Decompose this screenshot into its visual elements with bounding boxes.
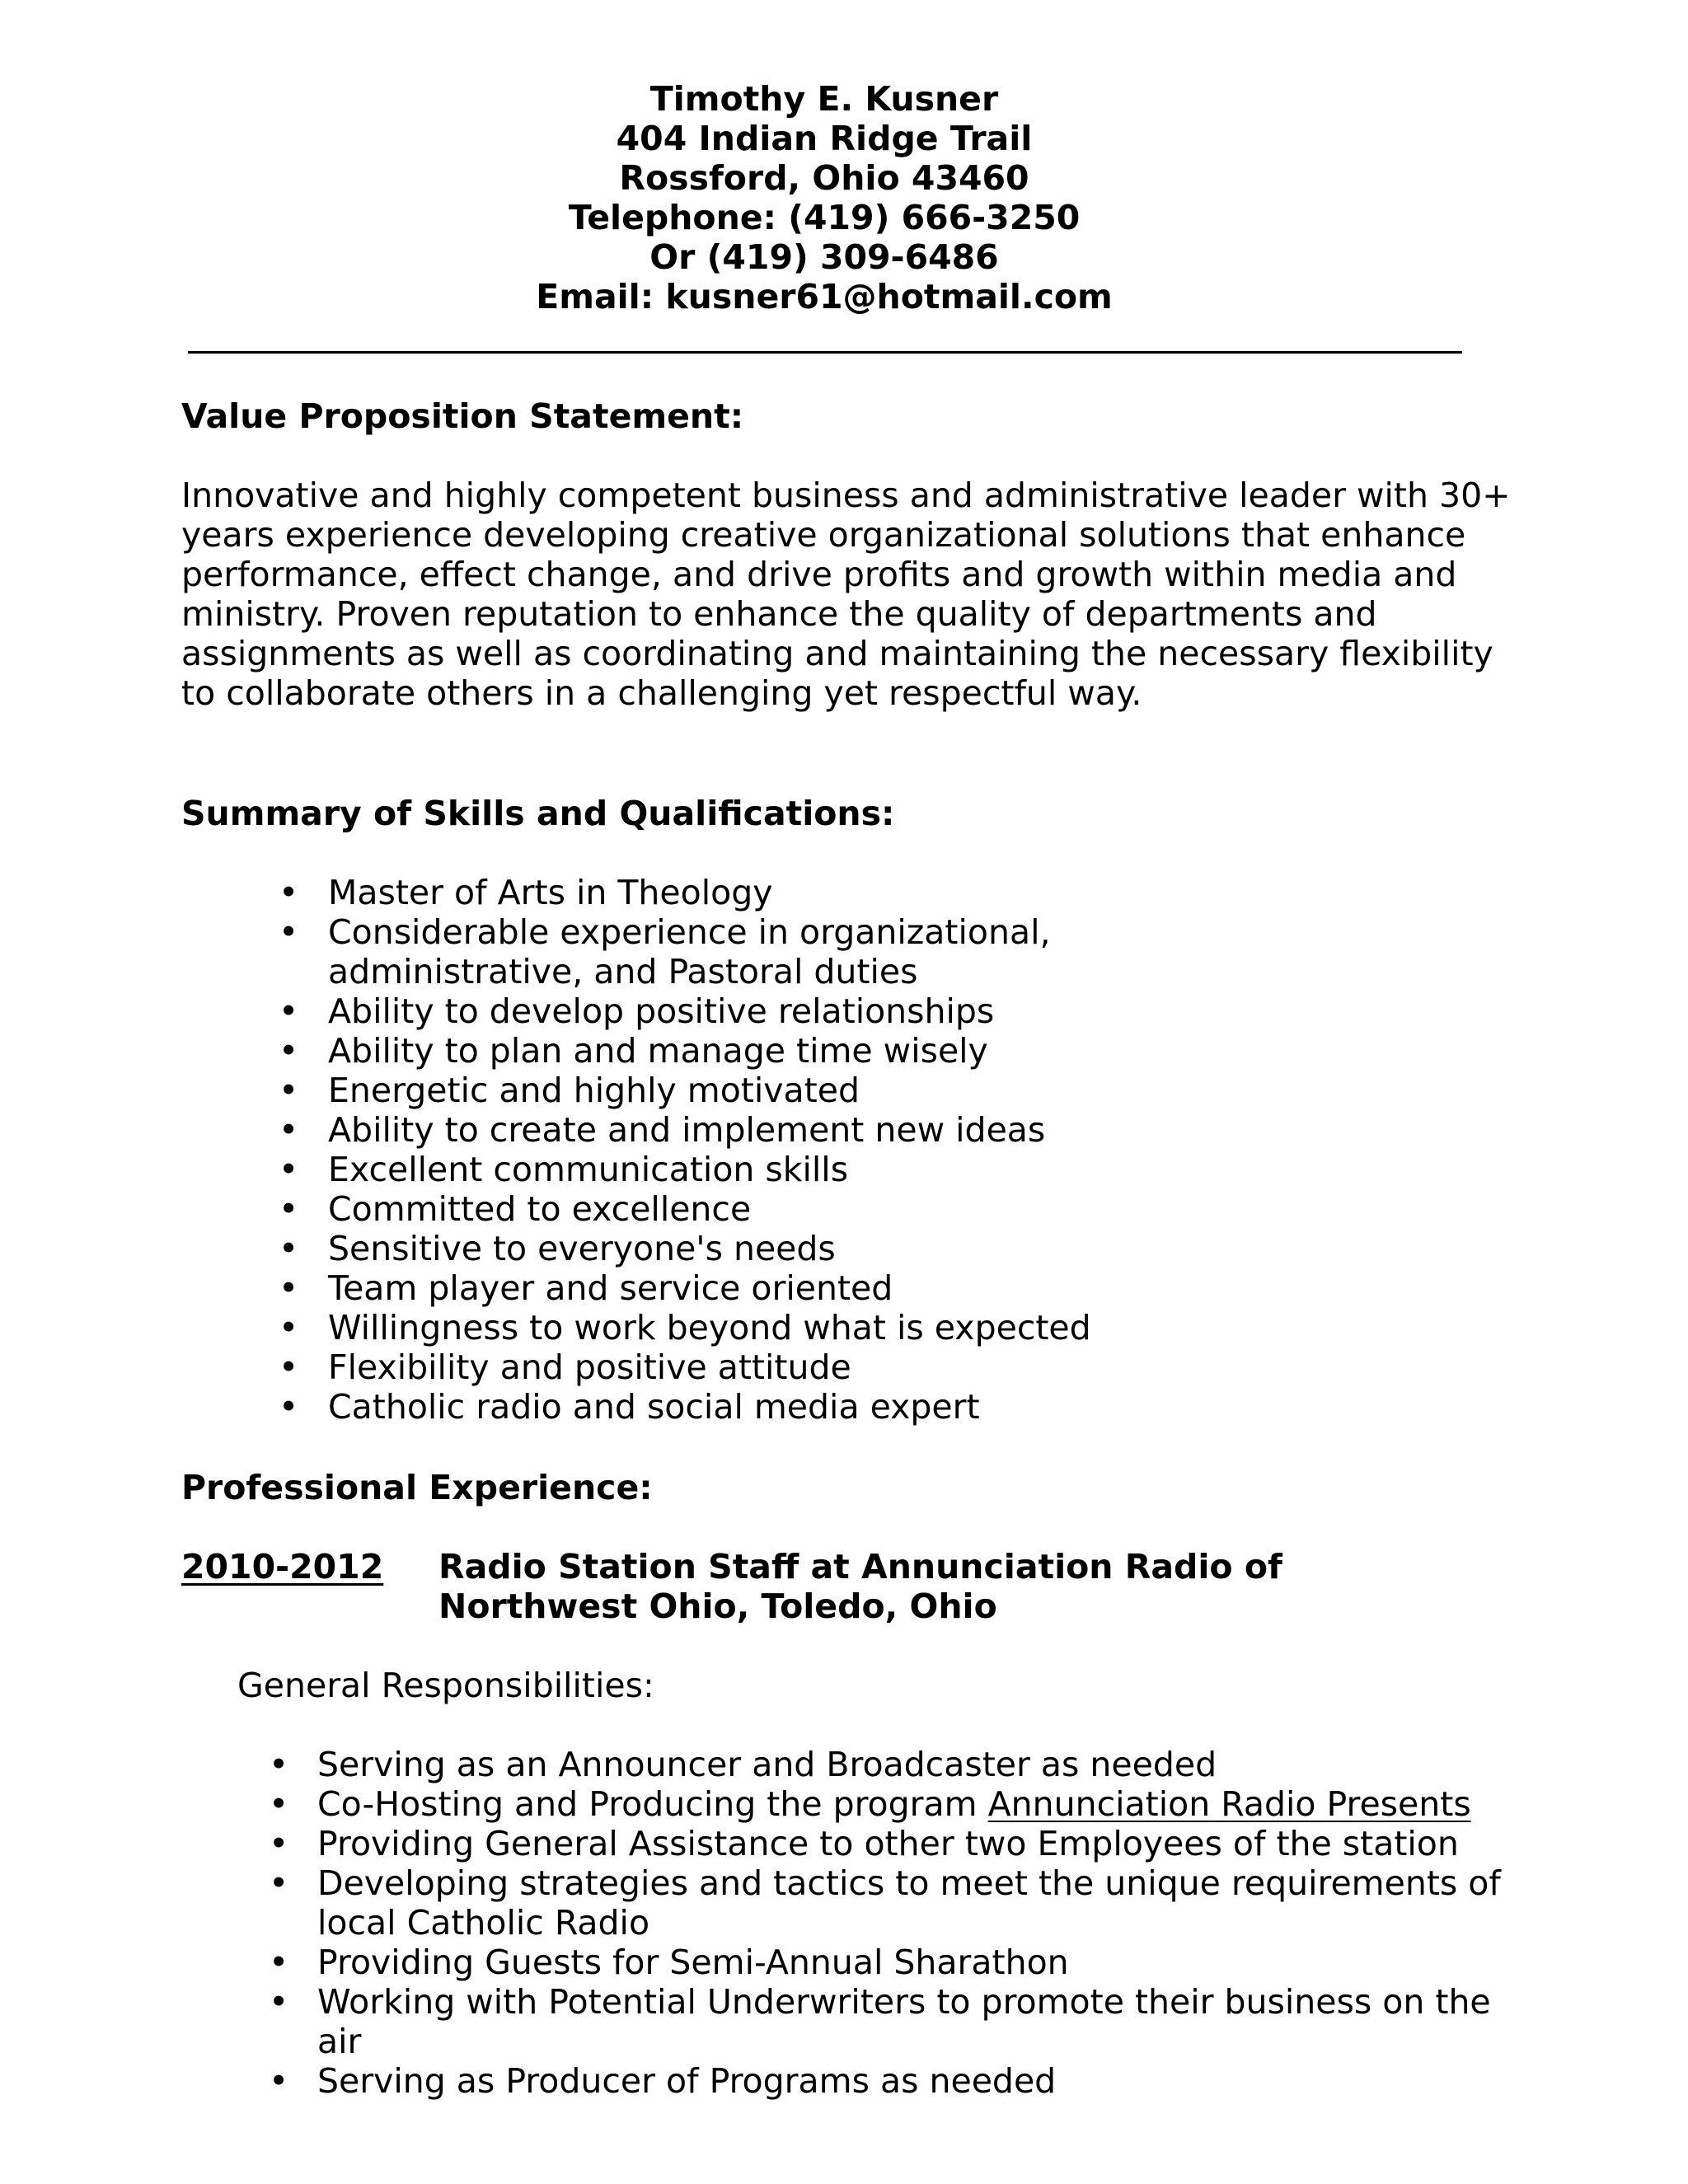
bullet-icon: • xyxy=(279,1308,299,1347)
job-title: Radio Station Staff at Annunciation Radio of Northwest Ohio, Toledo, Ohio xyxy=(438,1547,1282,1626)
bullet-icon: • xyxy=(269,1824,289,1863)
list-item-continuation: administrative, and Pastoral duties xyxy=(328,952,918,991)
responsibilities-list xyxy=(181,1745,1500,2101)
city-state-zip: Rossford, Ohio 43460 xyxy=(619,158,1029,198)
paragraph-line: performance, effect change, and drive profits and growth within media and xyxy=(181,555,1457,594)
list-item: • Providing General Assistance to other two Employees of the station xyxy=(269,1824,1459,1863)
experience-section xyxy=(181,1468,1500,2101)
paragraph-line: to collaborate others in a challenging yet respectful way. xyxy=(181,673,1142,713)
bullet-icon: • xyxy=(269,1784,289,1824)
list-item: • Excellent communication skills xyxy=(279,1150,849,1189)
list-item-continuation: local Catholic Radio xyxy=(317,1903,650,1943)
bullet-icon: • xyxy=(279,1189,299,1229)
bullet-icon: • xyxy=(269,2061,289,2101)
list-item: • Sensitive to everyone's needs xyxy=(279,1229,836,1268)
list-item: • Ability to create and implement new ideas xyxy=(279,1110,1046,1150)
list-item: • Catholic radio and social media expert xyxy=(279,1387,980,1427)
bullet-icon: • xyxy=(279,1031,299,1071)
list-item: • Team player and service oriented xyxy=(279,1268,893,1308)
bullet-icon: • xyxy=(279,873,299,912)
list-item: • Committed to excellence xyxy=(279,1189,752,1229)
value-proposition-section xyxy=(181,396,1511,713)
bullet-icon: • xyxy=(269,1745,289,1784)
list-item: • Flexibility and positive attitude xyxy=(279,1347,851,1387)
paragraph-line: ministry. Proven reputation to enhance the quality of departments and xyxy=(181,594,1377,634)
value-proposition-heading: Value Proposition Statement: xyxy=(181,396,744,436)
alternate-phone: Or (419) 309-6486 xyxy=(649,237,999,277)
skills-heading: Summary of Skills and Qualifications: xyxy=(181,794,895,833)
paragraph-line: Innovative and highly competent business and administrative leader with 30+ xyxy=(181,476,1511,515)
bullet-icon: • xyxy=(279,1347,299,1387)
list-item: • Willingness to work beyond what is expected xyxy=(279,1308,1091,1347)
bullet-icon: • xyxy=(269,1982,289,2022)
job-entry-header xyxy=(181,1547,1500,1626)
bullet-icon: • xyxy=(279,1150,299,1189)
candidate-name: Timothy E. Kusner xyxy=(649,79,999,119)
experience-heading: Professional Experience: xyxy=(181,1468,653,1507)
bullet-icon: • xyxy=(279,1387,299,1427)
bullet-icon: • xyxy=(279,912,299,952)
list-item: • Serving as an Announcer and Broadcaster as needed xyxy=(269,1745,1217,1784)
bullet-icon: • xyxy=(269,1863,289,1903)
bullet-icon: • xyxy=(279,1229,299,1268)
skills-section xyxy=(181,794,1500,1427)
list-item: • Ability to develop positive relationships xyxy=(279,991,995,1031)
program-title: Annunciation Radio Presents xyxy=(987,1784,1471,1824)
skills-list xyxy=(181,873,1500,1427)
list-item: • Energetic and highly motivated xyxy=(279,1071,860,1110)
list-item: • Working with Potential Underwriters to promote their business on the xyxy=(269,1982,1491,2022)
contact-header xyxy=(0,79,1648,316)
bullet-icon: • xyxy=(269,1943,289,1982)
list-item: • Developing strategies and tactics to meet the unique requirements of xyxy=(269,1863,1501,1903)
bullet-icon: • xyxy=(279,1268,299,1308)
paragraph-line: years experience developing creative organizational solutions that enhance xyxy=(181,515,1466,555)
list-item: • Master of Arts in Theology xyxy=(279,873,773,912)
list-item-continuation: air xyxy=(317,2022,362,2061)
value-proposition-text xyxy=(181,476,1511,713)
responsibilities-heading: General Responsibilities: xyxy=(237,1666,654,1705)
bullet-icon: • xyxy=(279,1110,299,1150)
job-years: 2010-2012 xyxy=(181,1547,384,1586)
list-item: • Serving as Producer of Programs as needed xyxy=(269,2061,1057,2101)
telephone: Telephone: (419) 666-3250 xyxy=(568,198,1081,237)
header-divider xyxy=(188,351,1462,354)
street-address: 404 Indian Ridge Trail xyxy=(616,119,1033,158)
bullet-icon: • xyxy=(279,1071,299,1110)
paragraph-line: assignments as well as coordinating and maintaining the necessary flexibility xyxy=(181,634,1493,673)
list-item: • Ability to plan and manage time wisely xyxy=(279,1031,988,1071)
email: Email: kusner61@hotmail.com xyxy=(536,277,1113,316)
list-item: • Considerable experience in organizational, xyxy=(279,912,1051,952)
bullet-icon: • xyxy=(279,991,299,1031)
list-item: • Providing Guests for Semi-Annual Sharathon xyxy=(269,1943,1069,1982)
list-item: • Co-Hosting and Producing the program Annunciation Radio Presents xyxy=(269,1784,1471,1824)
